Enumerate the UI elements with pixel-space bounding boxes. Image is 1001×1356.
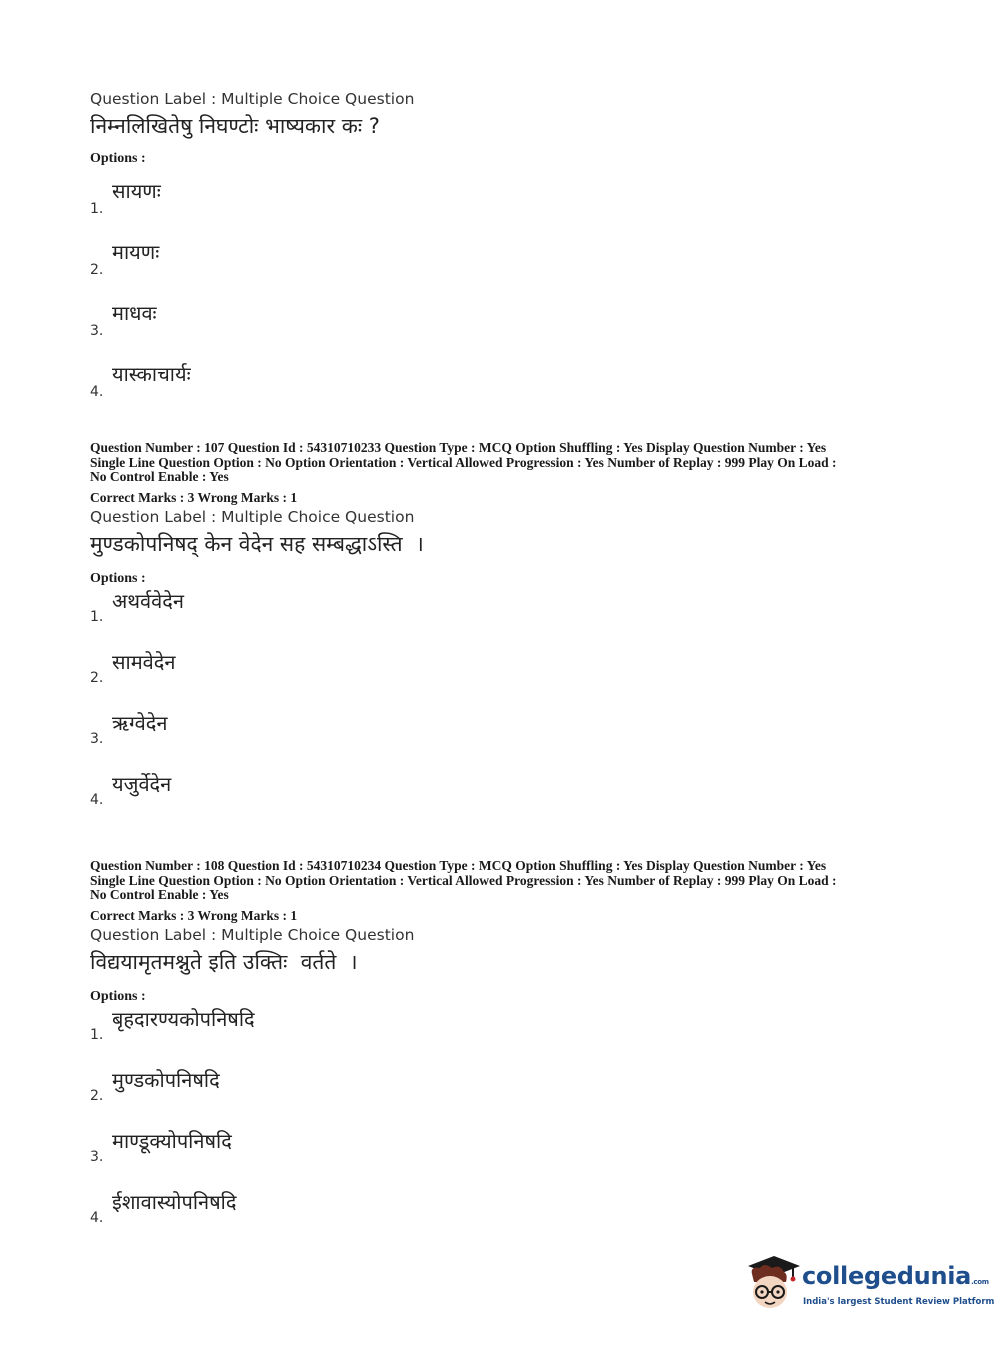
option-4 (90, 1189, 920, 1255)
option-text: ईशावास्योपनिषदि (112, 1189, 237, 1214)
option-1 (90, 1006, 920, 1072)
options-title: Options : (90, 151, 146, 166)
options-list (90, 588, 920, 837)
option-number: 1. (90, 608, 104, 625)
option-number: 2. (90, 669, 104, 686)
option-text: मुण्डकोपनिषदि (112, 1067, 220, 1092)
option-number: 4. (90, 1209, 104, 1226)
question-meta-line-2: Single Line Question Option : No Option Orientation : Vertical Allowed Progression : Yes Number of Replay : 999 Play On Load : (90, 454, 837, 470)
question-label: Question Label : Multiple Choice Question (90, 925, 415, 944)
logo-tagline: India's largest Student Review Platform (803, 1297, 995, 1307)
option-number: 4. (90, 791, 104, 808)
options-list (90, 1006, 920, 1255)
question-text: विद्ययामृतमश्नुते इति उक्तिः वर्तते । (90, 949, 358, 974)
option-number: 1. (90, 1026, 104, 1043)
question-marks: Correct Marks : 3 Wrong Marks : 1 (90, 489, 298, 505)
option-text: मायणः (112, 240, 160, 264)
question-107 (90, 441, 920, 837)
option-1 (90, 588, 920, 654)
option-text: सामवेदेन (112, 649, 176, 674)
collegedunia-logo[interactable] (740, 1252, 995, 1316)
logo-wordmark (802, 1262, 989, 1290)
option-text: माण्डूक्योपनिषदि (112, 1128, 232, 1153)
option-text: बृहदारण्यकोपनिषदि (112, 1006, 255, 1031)
logo-suffix: .com (971, 1278, 989, 1286)
option-number: 4. (90, 384, 104, 400)
option-number: 1. (90, 201, 104, 217)
question-meta-line-3: No Control Enable : Yes (90, 469, 229, 484)
option-2 (90, 234, 920, 295)
mascot-icon (740, 1252, 802, 1316)
option-number: 3. (90, 1148, 104, 1165)
option-text: ऋग्वेदेन (112, 710, 168, 735)
question-text: मुण्डकोपनिषद् केन वेदेन सह सम्बद्धाऽस्ति । (90, 531, 424, 556)
question-meta-line-3: No Control Enable : Yes (90, 887, 229, 902)
option-number: 2. (90, 262, 104, 278)
option-text: अथर्ववेदेन (112, 588, 185, 613)
option-text: माधवः (112, 301, 157, 325)
question-label: Question Label : Multiple Choice Question (90, 507, 415, 526)
question-text: निम्नलिखितेषु निघण्टोः भाष्यकार कः ? (90, 114, 380, 138)
logo-name: collegedunia (802, 1262, 972, 1290)
option-text: सायणः (112, 179, 161, 203)
question-meta-line-1: Question Number : 107 Question Id : 54310710233 Question Type : MCQ Option Shuffling : Yes Display Question Number : Yes (90, 440, 827, 455)
option-4 (90, 771, 920, 837)
option-number: 2. (90, 1087, 104, 1104)
question-106 (90, 90, 920, 417)
option-text: यास्काचार्यः (112, 362, 191, 386)
option-text: यजुर्वेदेन (112, 771, 172, 796)
option-number: 3. (90, 323, 104, 339)
question-label: Question Label : Multiple Choice Question (90, 90, 415, 108)
option-4 (90, 356, 920, 417)
options-title: Options : (90, 988, 146, 1004)
option-3 (90, 1128, 920, 1194)
question-meta-line-1: Question Number : 108 Question Id : 54310710234 Question Type : MCQ Option Shuffling : Yes Display Question Number : Yes (90, 858, 827, 873)
option-3 (90, 295, 920, 356)
options-list (90, 173, 920, 417)
option-number: 3. (90, 730, 104, 747)
option-2 (90, 1067, 920, 1133)
question-marks: Correct Marks : 3 Wrong Marks : 1 (90, 907, 298, 923)
option-2 (90, 649, 920, 715)
question-meta-line-2: Single Line Question Option : No Option Orientation : Vertical Allowed Progression : Yes Number of Replay : 999 Play On Load : (90, 872, 837, 888)
options-title: Options : (90, 570, 146, 586)
option-1 (90, 173, 920, 234)
question-108 (90, 859, 920, 1255)
option-3 (90, 710, 920, 776)
